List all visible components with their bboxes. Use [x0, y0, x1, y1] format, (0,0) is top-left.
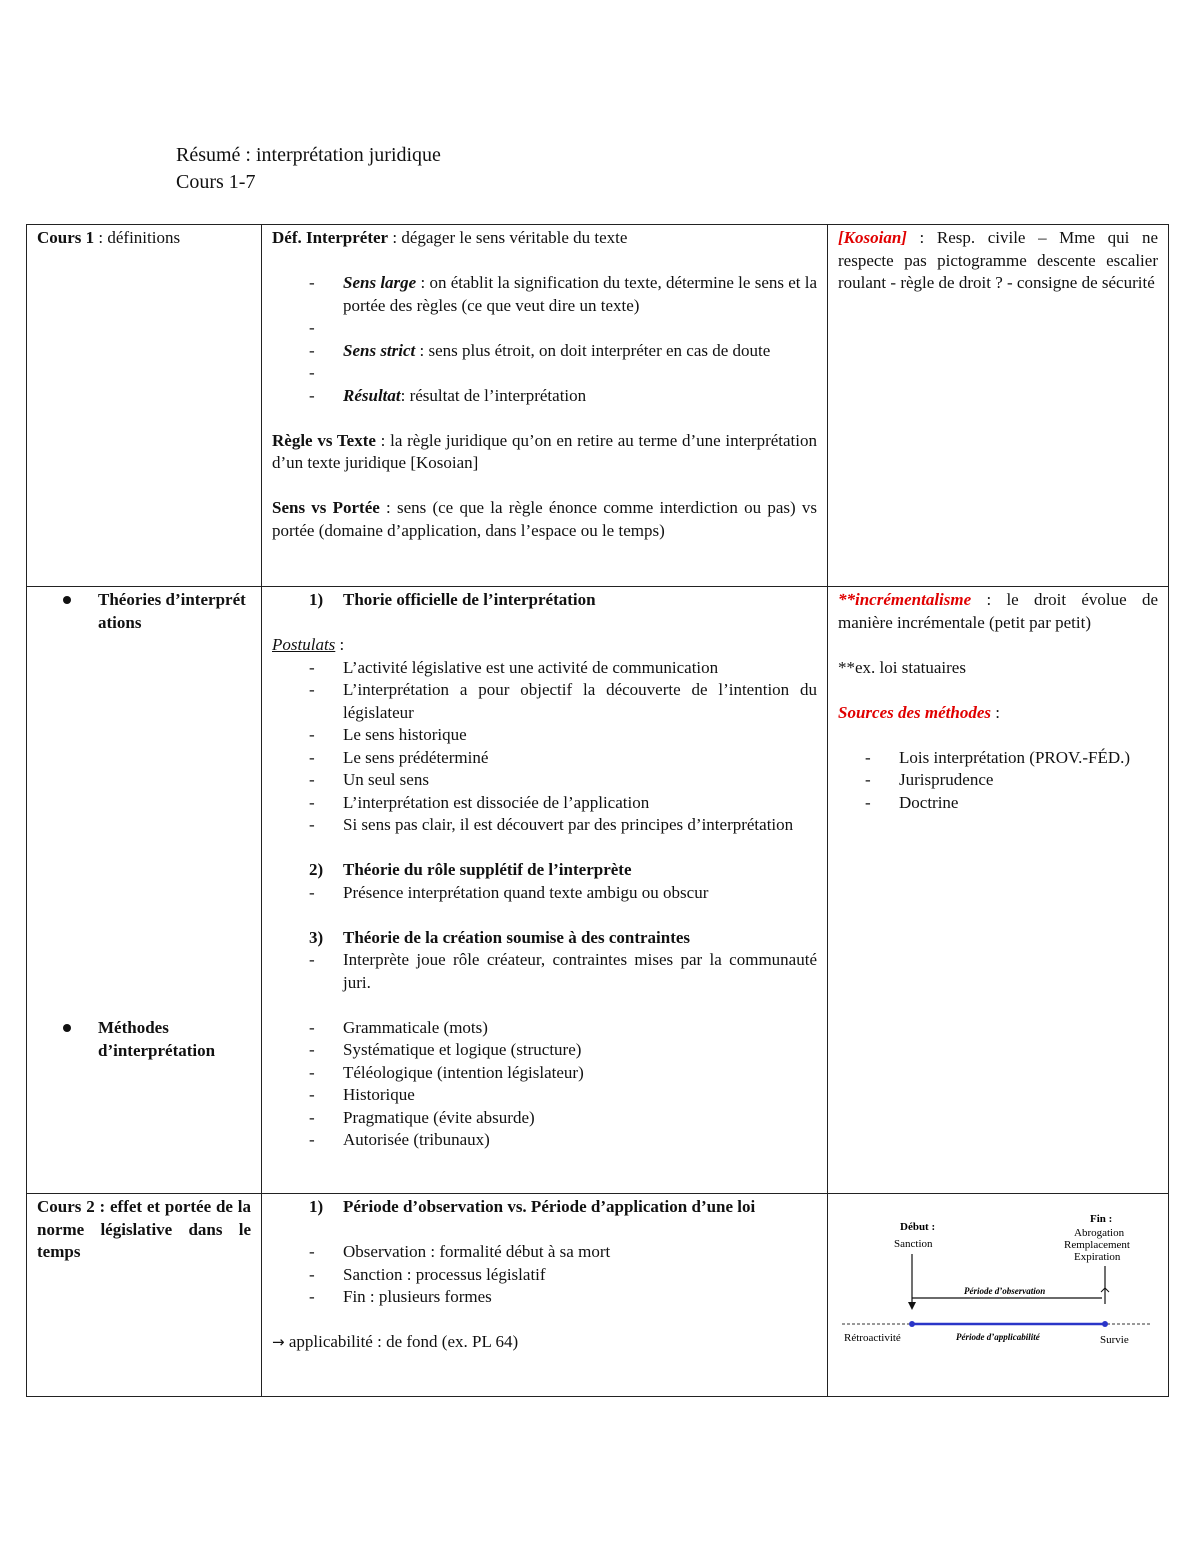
survie-label: Survie	[1100, 1334, 1129, 1346]
list-item: - Pragmatique (évite absurde)	[272, 1107, 817, 1130]
term-text: : sens plus étroit, on doit interpréter en cas de doute	[415, 340, 771, 360]
theory-3-title	[272, 927, 817, 950]
title: Théorie du rôle supplétif de l’interprète	[343, 860, 632, 879]
term: Sens large	[343, 273, 417, 292]
term-text: : on établit la signification du texte, détermine le sens et la portée des règles (ce que veut dire un texte)	[343, 273, 818, 315]
course-label: Cours 1	[37, 228, 95, 247]
list-item	[272, 385, 817, 408]
row3-topic-cell	[27, 1194, 262, 1397]
row1-content-cell	[262, 225, 828, 587]
spacer	[272, 362, 817, 385]
fin-item-3: Expiration	[1074, 1251, 1121, 1263]
bullet-icon	[63, 1024, 71, 1032]
list-item: - Le sens prédéterminé	[272, 747, 817, 770]
fin-title: Fin :	[1090, 1213, 1113, 1225]
incrementalisme-text: : le droit évolue de manière incrémentale (petit par petit)	[838, 590, 1158, 632]
sens-vs-portee	[272, 497, 817, 542]
postulats-list	[272, 657, 817, 837]
list-item: - Sanction : processus législatif	[272, 1264, 817, 1287]
sources-label	[838, 702, 1158, 725]
sources-term: Sources des méthodes	[838, 702, 991, 722]
sens-term: Sens vs Portée	[272, 498, 380, 517]
list-item: - Lois interprétation (PROV.-FÉD.)	[838, 747, 1158, 770]
definition-text: : dégager le sens véritable du texte	[388, 228, 628, 247]
label: Postulats	[272, 635, 336, 654]
term: Résultat	[343, 385, 401, 405]
table-row	[27, 225, 1169, 587]
fin-item-1: Abrogation	[1074, 1227, 1125, 1239]
definition-list	[272, 272, 817, 407]
methodes-list	[272, 1017, 817, 1152]
table-row	[27, 1194, 1169, 1397]
list-item: - Doctrine	[838, 792, 1158, 815]
sep: :	[991, 702, 1000, 722]
arrow-right-icon: →	[272, 1333, 285, 1351]
theory-2-list	[272, 882, 817, 905]
theory-2-title	[272, 859, 817, 882]
start-point-icon	[909, 1321, 915, 1327]
row1-topic-cell	[27, 225, 262, 587]
table-row	[27, 587, 1169, 1194]
list-item: - Autorisée (tribunaux)	[272, 1129, 817, 1152]
sep: :	[335, 635, 345, 654]
theories-bullet	[27, 589, 251, 634]
number: 1)	[309, 1197, 324, 1216]
sens-text: : sens (ce que la règle énonce comme interdiction ou pas) vs portée (domaine d’application, dans l’espace ou le temps)	[272, 498, 817, 540]
timeline-diagram	[834, 1200, 1154, 1350]
title: Thorie officielle de l’interprétation	[343, 590, 596, 609]
methodes-label: Méthodes d’interprétation	[98, 1018, 216, 1060]
end-point-icon	[1102, 1321, 1108, 1327]
example-note: **ex. loi statuaires	[838, 657, 966, 677]
applicabilite-line	[272, 1331, 817, 1354]
list-item: - Téléologique (intention législateur)	[272, 1062, 817, 1085]
list-item: - Fin : plusieurs formes	[272, 1286, 817, 1309]
row3-content-cell	[262, 1194, 828, 1397]
theory-3-list	[272, 949, 817, 994]
kosoian-text: : Resp. civile – Mme qui ne respecte pas pictogramme descente escalier roulant - règle de droit ? - consigne de sécurité	[838, 228, 1158, 292]
row3-diagram-cell	[828, 1194, 1169, 1397]
period-title	[272, 1196, 817, 1219]
list-item: - L’interprétation a pour objectif la découverte de l’intention du législateur	[272, 679, 817, 724]
theory-1-title	[272, 589, 817, 612]
list-item: - Grammaticale (mots)	[272, 1017, 817, 1040]
list-item: - Interprète joue rôle créateur, contraintes mises par la communauté juri.	[272, 949, 817, 994]
methodes-bullet	[27, 1017, 251, 1062]
row2-topic-cell	[27, 587, 262, 1194]
theories-label: Théories d’interprétations	[98, 590, 246, 632]
list-item: - Un seul sens	[272, 769, 817, 792]
list-item	[272, 340, 817, 363]
definition-term: Déf. Interpréter	[272, 228, 389, 247]
list-item: - Si sens pas clair, il est découvert par des principes d’interprétation	[272, 814, 817, 837]
list-item: - Le sens historique	[272, 724, 817, 747]
row2-note-cell	[828, 587, 1169, 1194]
number: 1)	[309, 590, 324, 609]
course-label-rest: : définitions	[94, 228, 181, 247]
incrementalisme-term: **incrémentalisme	[838, 590, 972, 609]
number: 3)	[309, 927, 324, 947]
debut-title: Début :	[900, 1221, 936, 1233]
period-list	[272, 1241, 817, 1309]
list-item: - L’activité législative est une activité de communication	[272, 657, 817, 680]
periode-observation-label: Période d’observation	[964, 1286, 1046, 1296]
debut-sub: Sanction	[894, 1238, 933, 1250]
number: 2)	[309, 860, 324, 879]
definition-line	[272, 227, 817, 250]
regle-term: Règle vs Texte	[272, 430, 376, 450]
applicabilite-text: applicabilité : de fond (ex. PL 64)	[284, 1332, 519, 1351]
arrow-down-icon	[908, 1302, 916, 1310]
spacer	[272, 317, 817, 340]
document-title: Résumé : interprétation juridique	[176, 144, 441, 166]
list-item: - Présence interprétation quand texte ambigu ou obscur	[272, 882, 817, 905]
term-text: : résultat de l’interprétation	[400, 385, 587, 405]
regle-text: : la règle juridique qu’on en retire au terme d’une interprétation d’un texte juridique [Kosoian]	[272, 430, 817, 472]
postulats-label	[272, 634, 817, 657]
incrementalisme-note	[838, 589, 1158, 634]
list-item: - Historique	[272, 1084, 817, 1107]
regle-vs-texte	[272, 430, 817, 475]
title: Théorie de la création soumise à des contraintes	[343, 927, 691, 947]
kosoian-label: [Kosoian]	[838, 228, 907, 247]
course-2-label: Cours 2 : effet et portée de la norme législative dans le temps	[37, 1197, 251, 1261]
retroactivite-label: Rétroactivité	[844, 1332, 901, 1344]
periode-applicabilite-label: Période d’applicabilité	[956, 1332, 1040, 1342]
sources-list	[838, 747, 1158, 815]
title: Période d’observation vs. Période d’application d’une loi	[343, 1197, 756, 1216]
row1-note-cell	[828, 225, 1169, 587]
list-item: - L’interprétation est dissociée de l’application	[272, 792, 817, 815]
row2-content-cell	[262, 587, 828, 1194]
document-subtitle: Cours 1-7	[176, 171, 256, 193]
bullet-icon	[63, 596, 71, 604]
list-item: - Jurisprudence	[838, 769, 1158, 792]
list-item	[272, 272, 817, 317]
fin-item-2: Remplacement	[1064, 1239, 1130, 1251]
term: Sens strict	[343, 340, 416, 360]
list-item: - Observation : formalité début à sa mort	[272, 1241, 817, 1264]
summary-table	[26, 224, 1169, 1397]
document-header	[176, 142, 441, 196]
list-item: - Systématique et logique (structure)	[272, 1039, 817, 1062]
